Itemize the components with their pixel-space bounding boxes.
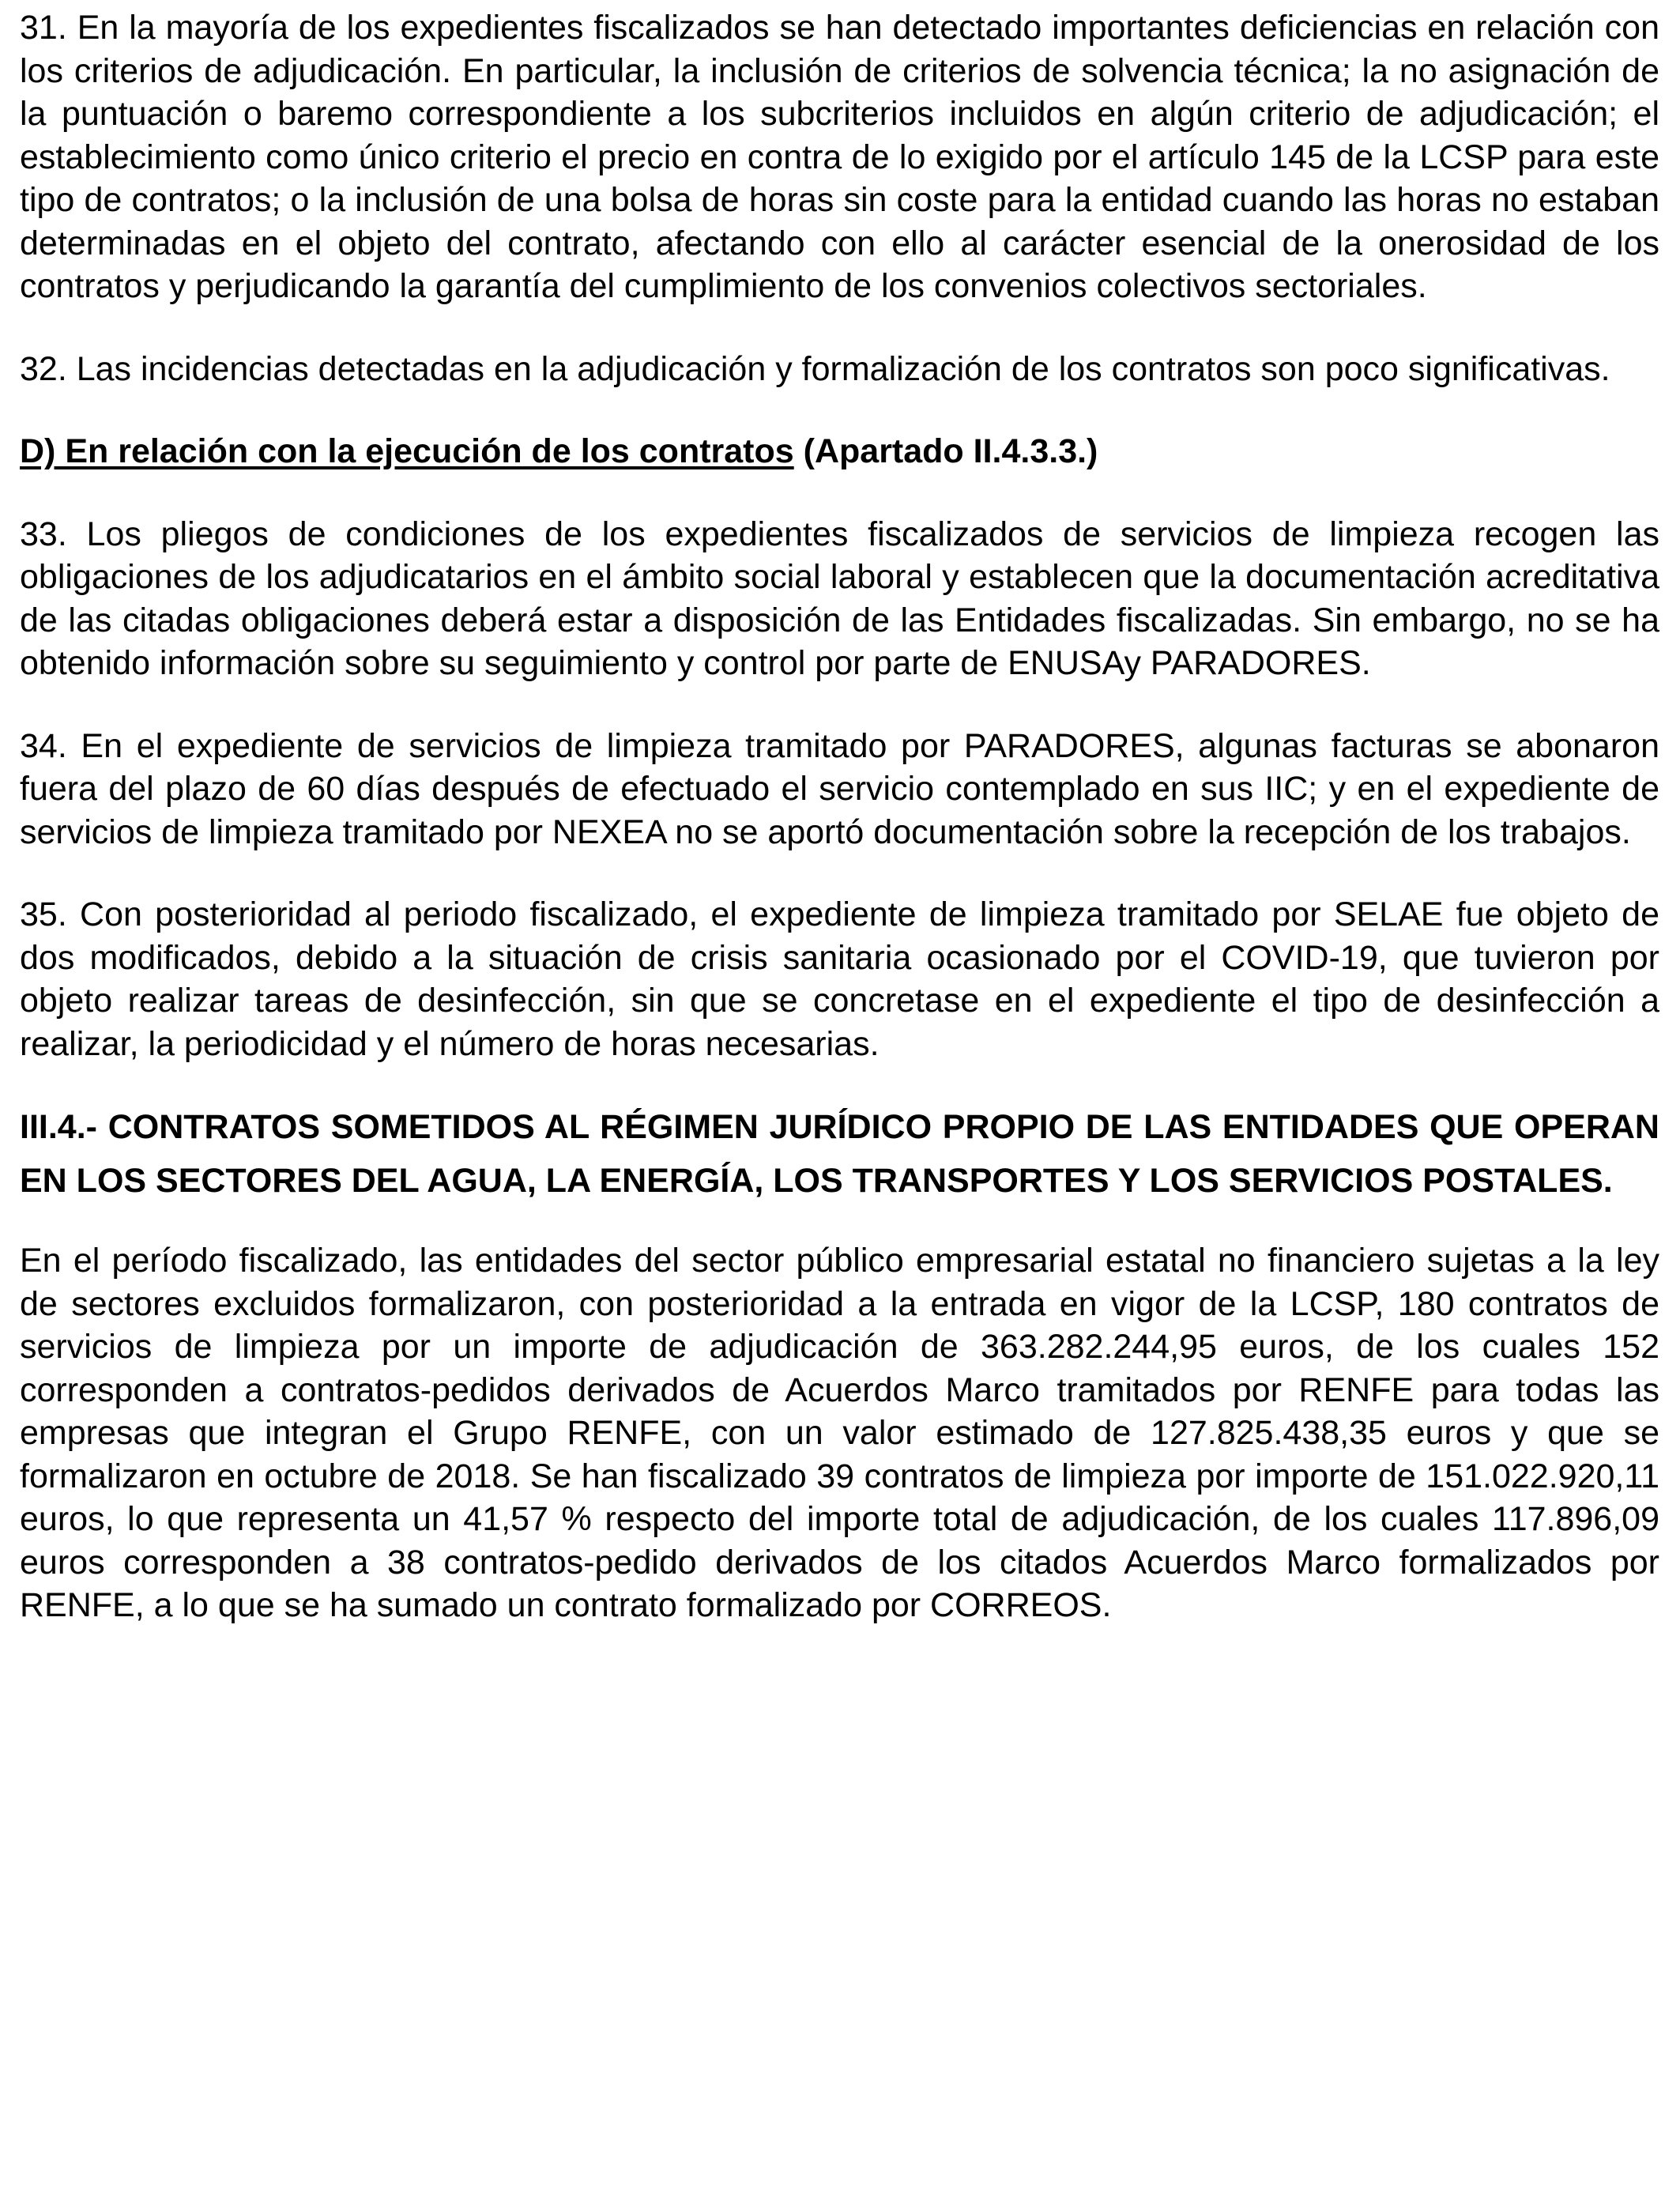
section-d-title: D) En relación con la ejecución de los contratos — [20, 432, 794, 470]
paragraph-34: 34. En el expediente de servicios de limpieza tramitado por PARADORES, algunas facturas se abonaron fuera del plazo de 60 días después de efectuado el servicio contemplado en sus IIC; y en el expediente de servicios de limpieza tramitado por NEXEA no se aportó documentación sobre la recepción de los trabajos. — [20, 726, 1659, 851]
section-d-reference: (Apartado II.4.3.3.) — [793, 432, 1098, 470]
document-page — [20, 6, 1659, 1667]
section-iii4-heading: III.4.- CONTRATOS SOMETIDOS AL RÉGIMEN JURÍDICO PROPIO DE LAS ENTIDADES QUE OPERAN EN LOS SECTORES DEL AGUA, LA ENERGÍA, LOS TRANSPORTES Y LOS SERVICIOS POSTALES. — [20, 1108, 1659, 1200]
section-d-heading — [20, 430, 1659, 473]
paragraph-33: 33. Los pliegos de condiciones de los expedientes fiscalizados de servicios de limpieza recogen las obligaciones de los adjudicatarios en el ámbito social laboral y establecen que la documentación acreditativa de las citadas obligaciones deberá estar a disposición de las Entidades fiscalizadas. Sin embargo, no se ha obtenido información sobre su seguimiento y control por parte de ENUSAy PARADORES. — [20, 515, 1659, 682]
paragraph-31: 31. En la mayoría de los expedientes fiscalizados se han detectado importantes deficiencias en relación con los criterios de adjudicación. En particular, la inclusión de criterios de solvencia técnica; la no asignación de la puntuación o baremo correspondiente a los subcriterios incluidos en algún criterio de adjudicación; el establecimiento como único criterio el precio en contra de lo exigido por el artículo 145 de la LCSP para este tipo de contratos; o la inclusión de una bolsa de horas sin coste para la entidad cuando las horas no estaban determinadas en el objeto del contrato, afectando con ello al carácter esencial de la onerosidad de los contratos y perjudicando la garantía del cumplimiento de los convenios colectivos sectoriales. — [20, 9, 1659, 305]
paragraph-sector-summary: En el período fiscalizado, las entidades del sector público empresarial estatal no financiero sujetas a la ley de sectores excluidos formalizaron, con posterioridad a la entrada en vigor de la LCSP, 180 contratos de servicios de limpieza por un importe de adjudicación de 363.282.244,95 euros, de los cuales 152 corresponden a contratos-pedidos derivados de Acuerdos Marco tramitados por RENFE para todas las empresas que integran el Grupo RENFE, con un valor estimado de 127.825.438,35 euros y que se formalizaron en octubre de 2018. Se han fiscalizado 39 contratos de limpieza por importe de 151.022.920,11 euros, lo que representa un 41,57 % respecto del importe total de adjudicación, de los cuales 117.896,09 euros corresponden a 38 contratos-pedido derivados de los citados Acuerdos Marco formalizados por RENFE, a lo que se ha sumado un contrato formalizado por CORREOS. — [20, 1242, 1659, 1624]
paragraph-32: 32. Las incidencias detectadas en la adjudicación y formalización de los contratos son poco significativas. — [20, 349, 1610, 388]
paragraph-35: 35. Con posterioridad al periodo fiscalizado, el expediente de limpieza tramitado por SELAE fue objeto de dos modificados, debido a la situación de crisis sanitaria ocasionado por el COVID-19, que tuvieron por objeto realizar tareas de desinfección, sin que se concretase en el expediente el tipo de desinfección a realizar, la periodicidad y el número de horas necesarias. — [20, 895, 1659, 1063]
